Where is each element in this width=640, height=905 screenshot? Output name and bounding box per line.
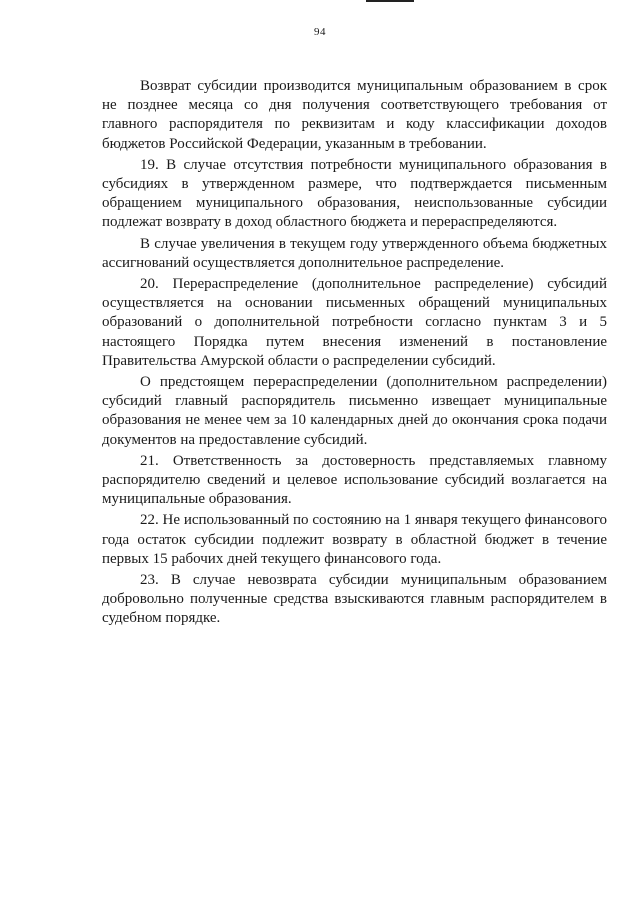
paragraph-19: 19. В случае отсутствия потребности муниципального образования в субсидиях в утвержденном размере, что подтверждается письменным обращением муниципального образования, неиспользованные субсидии подлежат возврату в доход областного бюджета и перераспределяются. (102, 156, 607, 231)
paragraph-subsidy-return: Возврат субсидии производится муниципальным образованием в срок не позднее месяца со дня получения соответствующего требования от главного распорядителя по реквизитам и коду классификации доходов бюджетов Российской Федерации, указанным в требовании. (102, 78, 607, 152)
paragraph-19-additional: В случае увеличения в текущем году утвержденного объема бюджетных ассигнований осуществляется дополнительное распределение. (102, 235, 607, 271)
paragraph-21: 21. Ответственность за достоверность представляемых главному распорядителю сведений и целевое использование субсидий возлагается на муниципальные образования. (102, 452, 607, 508)
document-body (102, 77, 607, 629)
scan-edge-mark (366, 0, 414, 2)
paragraph-20-notice: О предстоящем перераспределении (дополнительном распределении) субсидий главный распорядитель письменно извещает муниципальные образования не менее чем за 10 календарных дней до окончания срока подачи документов на предоставление субсидий. (102, 374, 607, 448)
paragraph-22: 22. Не использованный по состоянию на 1 января текущего финансового года остаток субсидии подлежит возврату в областной бюджет в течение первых 15 рабочих дней текущего финансового года. (102, 512, 607, 567)
page-number: 94 (314, 26, 326, 38)
paragraph-23: 23. В случае невозврата субсидии муниципальным образованием добровольно полученные средства взыскиваются главным распорядителем в судебном порядке. (102, 572, 607, 627)
paragraph-20: 20. Перераспределение (дополнительное распределение) субсидий осуществляется на основании письменных обращений муниципальных образований о дополнительной потребности согласно пунктам 3 и 5 настоящего Порядка путем внесения изменений в постановление Правительства Амурской области о распределении субсидий. (102, 276, 607, 369)
